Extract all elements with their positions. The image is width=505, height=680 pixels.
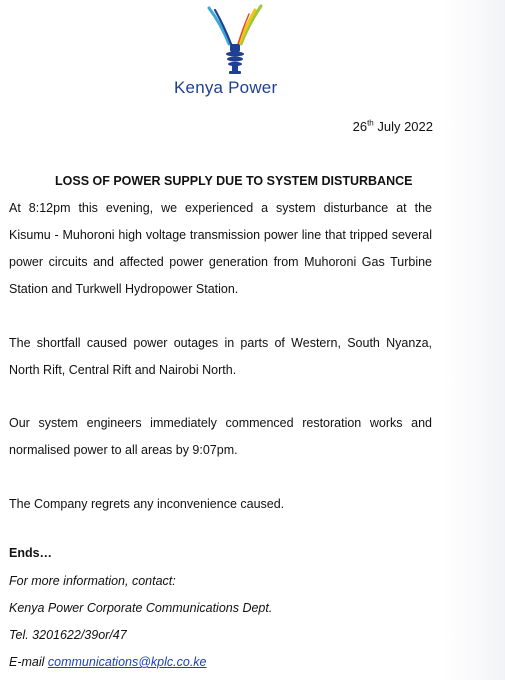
- date-day: 26: [352, 119, 368, 134]
- scan-bleed-edge: [443, 0, 505, 680]
- paragraph-apology: The Company regrets any inconvenience caused.: [9, 497, 285, 511]
- brand-name: Kenya Power: [174, 78, 278, 97]
- date-suffix: th: [367, 118, 374, 128]
- paragraph-outages: The shortfall caused power outages in parts of Western, South Nyanza, North Rift, Central Rift and Nairobi North.: [9, 336, 432, 377]
- email-link[interactable]: communications@kplc.co.ke: [47, 655, 207, 669]
- contact-email: [9, 655, 207, 669]
- contact-intro: For more information, contact:: [9, 574, 176, 588]
- paragraph-restoration: Our system engineers immediately commenced restoration works and normalised power to all areas by 9:07pm.: [9, 416, 432, 457]
- date-month-year: July 2022: [373, 119, 433, 134]
- paragraph-disturbance: At 8:12pm this evening, we experienced a system disturbance at the Kisumu - Muhoroni high voltage transmission power line that tripped several power circuits and affected power generation from Muhoroni Gas Turbine Station and Turkwell Hydropower Station.: [9, 201, 432, 296]
- email-label: E-mail: [9, 655, 48, 669]
- contact-telephone: Tel. 3201622/39or/47: [9, 628, 127, 642]
- release-date: [353, 119, 433, 134]
- page-title: LOSS OF POWER SUPPLY DUE TO SYSTEM DISTURBANCE: [55, 174, 413, 188]
- contact-department: Kenya Power Corporate Communications Dept.: [9, 601, 273, 615]
- ends-marker: Ends…: [9, 546, 53, 560]
- kenya-power-insulator-logo-icon: [205, 4, 265, 78]
